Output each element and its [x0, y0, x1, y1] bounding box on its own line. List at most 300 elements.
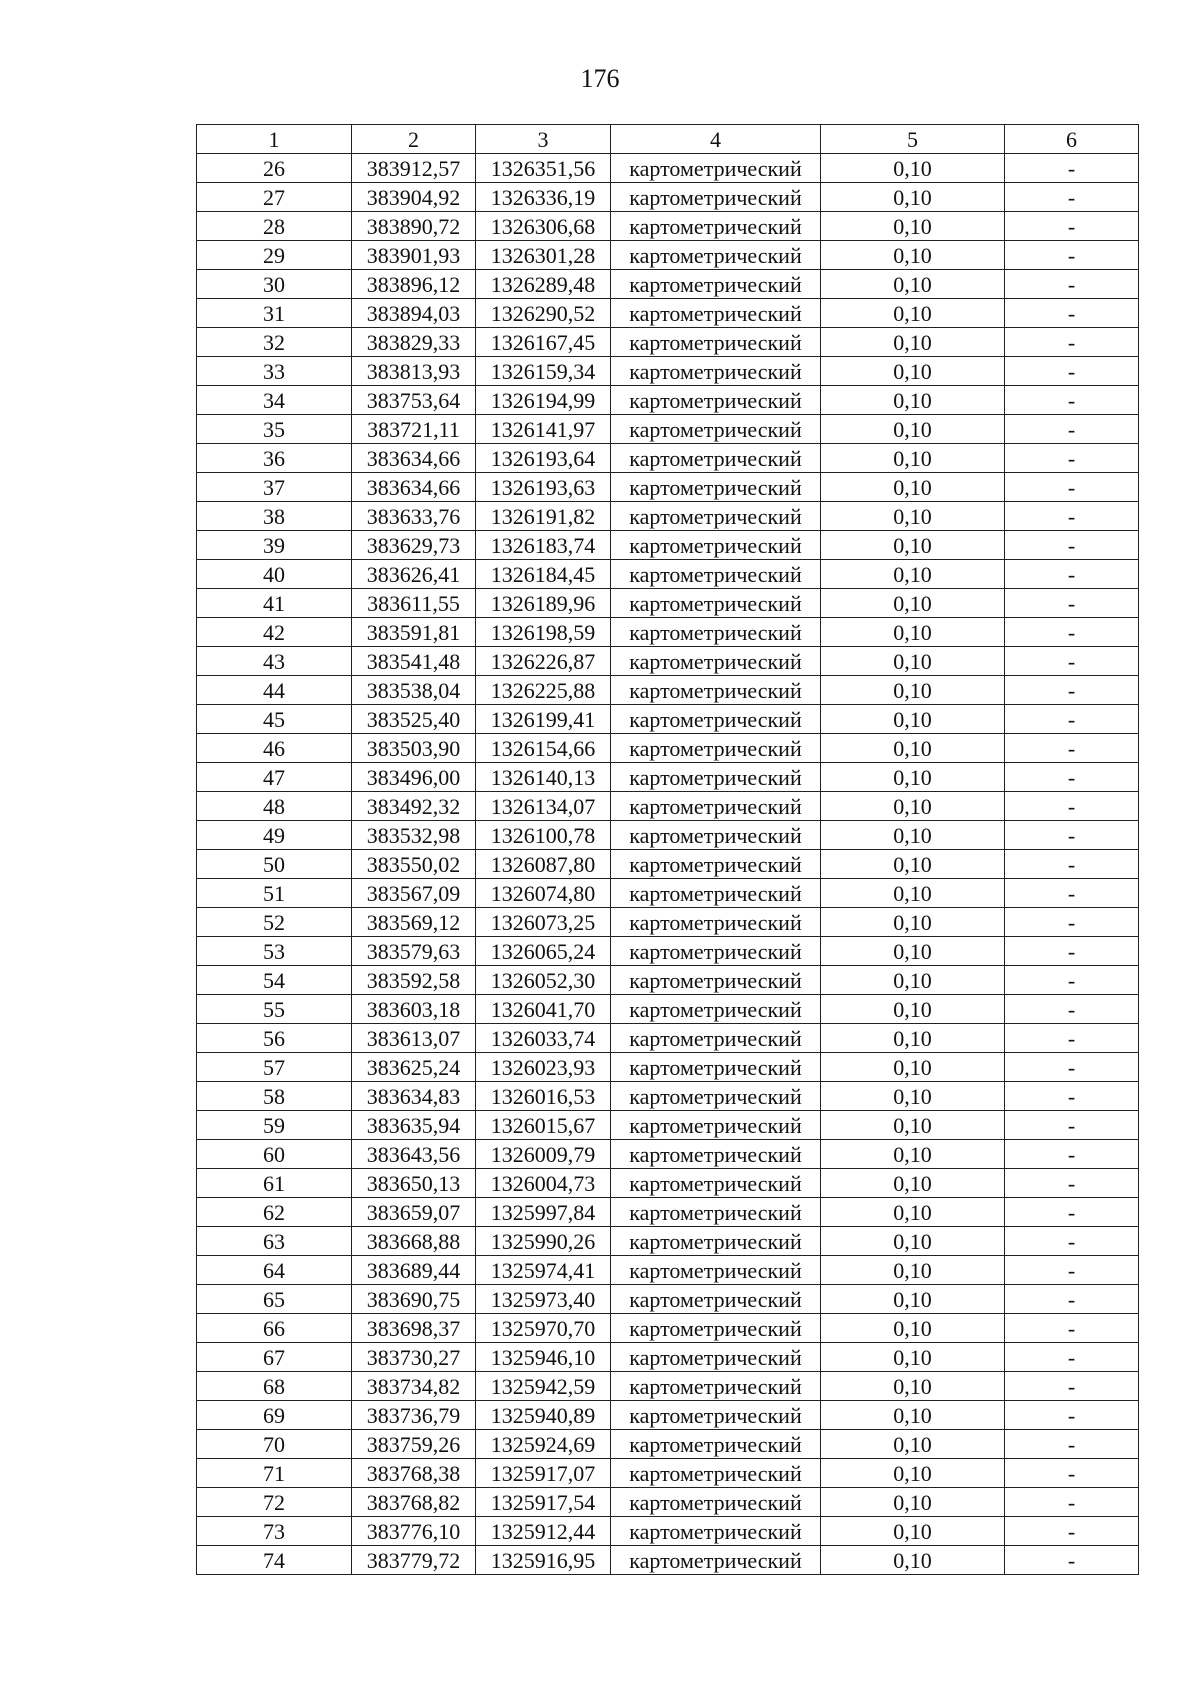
table-row	[197, 1140, 1139, 1169]
x-coordinate-cell: 383635,94	[352, 1111, 476, 1140]
point-number-cell: 40	[197, 560, 352, 589]
point-number-cell: 64	[197, 1256, 352, 1285]
note-cell: -	[1005, 1053, 1139, 1082]
x-coordinate-cell: 383626,41	[352, 560, 476, 589]
method-cell: картометрический	[611, 241, 821, 270]
table-body	[197, 154, 1139, 1575]
y-coordinate-cell: 1326191,82	[476, 502, 611, 531]
note-cell: -	[1005, 1024, 1139, 1053]
x-coordinate-cell: 383603,18	[352, 995, 476, 1024]
point-number-cell: 56	[197, 1024, 352, 1053]
header-cell-6: 6	[1005, 125, 1139, 154]
x-coordinate-cell: 383634,66	[352, 444, 476, 473]
accuracy-cell: 0,10	[821, 1053, 1005, 1082]
table-row	[197, 1111, 1139, 1140]
accuracy-cell: 0,10	[821, 357, 1005, 386]
note-cell: -	[1005, 676, 1139, 705]
y-coordinate-cell: 1326289,48	[476, 270, 611, 299]
method-cell: картометрический	[611, 1372, 821, 1401]
x-coordinate-cell: 383629,73	[352, 531, 476, 560]
y-coordinate-cell: 1325916,95	[476, 1546, 611, 1575]
x-coordinate-cell: 383591,81	[352, 618, 476, 647]
x-coordinate-cell: 383904,92	[352, 183, 476, 212]
y-coordinate-cell: 1326193,63	[476, 473, 611, 502]
y-coordinate-cell: 1325974,41	[476, 1256, 611, 1285]
point-number-cell: 44	[197, 676, 352, 705]
point-number-cell: 71	[197, 1459, 352, 1488]
point-number-cell: 37	[197, 473, 352, 502]
method-cell: картометрический	[611, 1401, 821, 1430]
accuracy-cell: 0,10	[821, 183, 1005, 212]
note-cell: -	[1005, 647, 1139, 676]
point-number-cell: 45	[197, 705, 352, 734]
note-cell: -	[1005, 1285, 1139, 1314]
point-number-cell: 57	[197, 1053, 352, 1082]
x-coordinate-cell: 383650,13	[352, 1169, 476, 1198]
table-row	[197, 1082, 1139, 1111]
table-row	[197, 734, 1139, 763]
point-number-cell: 70	[197, 1430, 352, 1459]
method-cell: картометрический	[611, 1314, 821, 1343]
point-number-cell: 51	[197, 879, 352, 908]
x-coordinate-cell: 383690,75	[352, 1285, 476, 1314]
note-cell: -	[1005, 444, 1139, 473]
point-number-cell: 33	[197, 357, 352, 386]
y-coordinate-cell: 1325946,10	[476, 1343, 611, 1372]
point-number-cell: 29	[197, 241, 352, 270]
accuracy-cell: 0,10	[821, 1227, 1005, 1256]
accuracy-cell: 0,10	[821, 763, 1005, 792]
note-cell: -	[1005, 415, 1139, 444]
accuracy-cell: 0,10	[821, 937, 1005, 966]
accuracy-cell: 0,10	[821, 299, 1005, 328]
table-row	[197, 183, 1139, 212]
x-coordinate-cell: 383734,82	[352, 1372, 476, 1401]
table-row	[197, 995, 1139, 1024]
y-coordinate-cell: 1326100,78	[476, 821, 611, 850]
table-row	[197, 1488, 1139, 1517]
table-row	[197, 1546, 1139, 1575]
note-cell: -	[1005, 1169, 1139, 1198]
note-cell: -	[1005, 270, 1139, 299]
point-number-cell: 36	[197, 444, 352, 473]
x-coordinate-cell: 383890,72	[352, 212, 476, 241]
accuracy-cell: 0,10	[821, 589, 1005, 618]
note-cell: -	[1005, 734, 1139, 763]
table-row	[197, 473, 1139, 502]
note-cell: -	[1005, 1111, 1139, 1140]
y-coordinate-cell: 1326301,28	[476, 241, 611, 270]
method-cell: картометрический	[611, 1082, 821, 1111]
accuracy-cell: 0,10	[821, 1082, 1005, 1111]
x-coordinate-cell: 383896,12	[352, 270, 476, 299]
accuracy-cell: 0,10	[821, 1314, 1005, 1343]
point-number-cell: 46	[197, 734, 352, 763]
table-row	[197, 792, 1139, 821]
accuracy-cell: 0,10	[821, 1517, 1005, 1546]
method-cell: картометрический	[611, 357, 821, 386]
y-coordinate-cell: 1326134,07	[476, 792, 611, 821]
point-number-cell: 32	[197, 328, 352, 357]
table-row	[197, 357, 1139, 386]
point-number-cell: 31	[197, 299, 352, 328]
point-number-cell: 68	[197, 1372, 352, 1401]
y-coordinate-cell: 1325970,70	[476, 1314, 611, 1343]
method-cell: картометрический	[611, 1111, 821, 1140]
method-cell: картометрический	[611, 879, 821, 908]
accuracy-cell: 0,10	[821, 531, 1005, 560]
note-cell: -	[1005, 821, 1139, 850]
point-number-cell: 34	[197, 386, 352, 415]
table-header	[197, 125, 1139, 154]
note-cell: -	[1005, 937, 1139, 966]
x-coordinate-cell: 383496,00	[352, 763, 476, 792]
x-coordinate-cell: 383492,32	[352, 792, 476, 821]
accuracy-cell: 0,10	[821, 473, 1005, 502]
y-coordinate-cell: 1326167,45	[476, 328, 611, 357]
table-row	[197, 966, 1139, 995]
y-coordinate-cell: 1325990,26	[476, 1227, 611, 1256]
x-coordinate-cell: 383659,07	[352, 1198, 476, 1227]
point-number-cell: 53	[197, 937, 352, 966]
accuracy-cell: 0,10	[821, 1256, 1005, 1285]
method-cell: картометрический	[611, 676, 821, 705]
table-row	[197, 154, 1139, 183]
point-number-cell: 30	[197, 270, 352, 299]
point-number-cell: 55	[197, 995, 352, 1024]
accuracy-cell: 0,10	[821, 1285, 1005, 1314]
table-row	[197, 415, 1139, 444]
point-number-cell: 72	[197, 1488, 352, 1517]
x-coordinate-cell: 383698,37	[352, 1314, 476, 1343]
y-coordinate-cell: 1326023,93	[476, 1053, 611, 1082]
header-cell-2: 2	[352, 125, 476, 154]
x-coordinate-cell: 383829,33	[352, 328, 476, 357]
table-row	[197, 879, 1139, 908]
x-coordinate-cell: 383779,72	[352, 1546, 476, 1575]
point-number-cell: 28	[197, 212, 352, 241]
table-row	[197, 705, 1139, 734]
y-coordinate-cell: 1325912,44	[476, 1517, 611, 1546]
accuracy-cell: 0,10	[821, 270, 1005, 299]
point-number-cell: 35	[197, 415, 352, 444]
table-row	[197, 589, 1139, 618]
accuracy-cell: 0,10	[821, 241, 1005, 270]
table-row	[197, 270, 1139, 299]
table-row	[197, 328, 1139, 357]
y-coordinate-cell: 1326041,70	[476, 995, 611, 1024]
accuracy-cell: 0,10	[821, 444, 1005, 473]
note-cell: -	[1005, 1343, 1139, 1372]
table-row	[197, 1198, 1139, 1227]
note-cell: -	[1005, 328, 1139, 357]
note-cell: -	[1005, 212, 1139, 241]
table-row	[197, 1372, 1139, 1401]
y-coordinate-cell: 1326009,79	[476, 1140, 611, 1169]
y-coordinate-cell: 1326184,45	[476, 560, 611, 589]
y-coordinate-cell: 1326073,25	[476, 908, 611, 937]
note-cell: -	[1005, 560, 1139, 589]
note-cell: -	[1005, 705, 1139, 734]
y-coordinate-cell: 1325940,89	[476, 1401, 611, 1430]
y-coordinate-cell: 1326052,30	[476, 966, 611, 995]
table-row	[197, 1024, 1139, 1053]
table-row	[197, 502, 1139, 531]
x-coordinate-cell: 383768,82	[352, 1488, 476, 1517]
method-cell: картометрический	[611, 647, 821, 676]
method-cell: картометрический	[611, 763, 821, 792]
x-coordinate-cell: 383579,63	[352, 937, 476, 966]
x-coordinate-cell: 383813,93	[352, 357, 476, 386]
accuracy-cell: 0,10	[821, 1111, 1005, 1140]
y-coordinate-cell: 1326015,67	[476, 1111, 611, 1140]
method-cell: картометрический	[611, 1140, 821, 1169]
accuracy-cell: 0,10	[821, 647, 1005, 676]
y-coordinate-cell: 1326351,56	[476, 154, 611, 183]
table-row	[197, 763, 1139, 792]
note-cell: -	[1005, 1488, 1139, 1517]
method-cell: картометрический	[611, 560, 821, 589]
table-row	[197, 531, 1139, 560]
note-cell: -	[1005, 473, 1139, 502]
table-row	[197, 1430, 1139, 1459]
x-coordinate-cell: 383730,27	[352, 1343, 476, 1372]
x-coordinate-cell: 383634,66	[352, 473, 476, 502]
point-number-cell: 73	[197, 1517, 352, 1546]
method-cell: картометрический	[611, 850, 821, 879]
accuracy-cell: 0,10	[821, 1401, 1005, 1430]
point-number-cell: 52	[197, 908, 352, 937]
accuracy-cell: 0,10	[821, 1430, 1005, 1459]
point-number-cell: 47	[197, 763, 352, 792]
method-cell: картометрический	[611, 618, 821, 647]
x-coordinate-cell: 383567,09	[352, 879, 476, 908]
point-number-cell: 38	[197, 502, 352, 531]
note-cell: -	[1005, 966, 1139, 995]
table-row	[197, 1401, 1139, 1430]
y-coordinate-cell: 1326154,66	[476, 734, 611, 763]
y-coordinate-cell: 1326189,96	[476, 589, 611, 618]
method-cell: картометрический	[611, 589, 821, 618]
accuracy-cell: 0,10	[821, 1488, 1005, 1517]
method-cell: картометрический	[611, 1546, 821, 1575]
note-cell: -	[1005, 502, 1139, 531]
y-coordinate-cell: 1325997,84	[476, 1198, 611, 1227]
y-coordinate-cell: 1325942,59	[476, 1372, 611, 1401]
accuracy-cell: 0,10	[821, 560, 1005, 589]
x-coordinate-cell: 383759,26	[352, 1430, 476, 1459]
accuracy-cell: 0,10	[821, 995, 1005, 1024]
y-coordinate-cell: 1326074,80	[476, 879, 611, 908]
y-coordinate-cell: 1326306,68	[476, 212, 611, 241]
method-cell: картометрический	[611, 705, 821, 734]
method-cell: картометрический	[611, 299, 821, 328]
x-coordinate-cell: 383633,76	[352, 502, 476, 531]
method-cell: картометрический	[611, 415, 821, 444]
table-row	[197, 1256, 1139, 1285]
header-row	[197, 125, 1139, 154]
table-row	[197, 212, 1139, 241]
header-cell-5: 5	[821, 125, 1005, 154]
accuracy-cell: 0,10	[821, 212, 1005, 241]
table-row	[197, 937, 1139, 966]
point-number-cell: 58	[197, 1082, 352, 1111]
accuracy-cell: 0,10	[821, 618, 1005, 647]
y-coordinate-cell: 1325917,54	[476, 1488, 611, 1517]
method-cell: картометрический	[611, 502, 821, 531]
page-number: 176	[580, 64, 620, 93]
note-cell: -	[1005, 1459, 1139, 1488]
point-number-cell: 41	[197, 589, 352, 618]
x-coordinate-cell: 383736,79	[352, 1401, 476, 1430]
y-coordinate-cell: 1326290,52	[476, 299, 611, 328]
accuracy-cell: 0,10	[821, 1459, 1005, 1488]
method-cell: картометрический	[611, 821, 821, 850]
x-coordinate-cell: 383721,11	[352, 415, 476, 444]
x-coordinate-cell: 383613,07	[352, 1024, 476, 1053]
accuracy-cell: 0,10	[821, 328, 1005, 357]
accuracy-cell: 0,10	[821, 850, 1005, 879]
point-number-cell: 59	[197, 1111, 352, 1140]
method-cell: картометрический	[611, 183, 821, 212]
point-number-cell: 49	[197, 821, 352, 850]
y-coordinate-cell: 1326140,13	[476, 763, 611, 792]
y-coordinate-cell: 1326183,74	[476, 531, 611, 560]
table-row	[197, 299, 1139, 328]
note-cell: -	[1005, 154, 1139, 183]
note-cell: -	[1005, 1140, 1139, 1169]
x-coordinate-cell: 383592,58	[352, 966, 476, 995]
y-coordinate-cell: 1325973,40	[476, 1285, 611, 1314]
x-coordinate-cell: 383901,93	[352, 241, 476, 270]
point-number-cell: 39	[197, 531, 352, 560]
x-coordinate-cell: 383912,57	[352, 154, 476, 183]
method-cell: картометрический	[611, 212, 821, 241]
point-number-cell: 42	[197, 618, 352, 647]
header-cell-4: 4	[611, 125, 821, 154]
point-number-cell: 27	[197, 183, 352, 212]
table-row	[197, 908, 1139, 937]
note-cell: -	[1005, 1082, 1139, 1111]
method-cell: картометрический	[611, 444, 821, 473]
method-cell: картометрический	[611, 1053, 821, 1082]
table-row	[197, 444, 1139, 473]
y-coordinate-cell: 1326336,19	[476, 183, 611, 212]
point-number-cell: 67	[197, 1343, 352, 1372]
table-row	[197, 821, 1139, 850]
method-cell: картометрический	[611, 1256, 821, 1285]
accuracy-cell: 0,10	[821, 734, 1005, 763]
accuracy-cell: 0,10	[821, 502, 1005, 531]
method-cell: картометрический	[611, 1488, 821, 1517]
y-coordinate-cell: 1326141,97	[476, 415, 611, 444]
method-cell: картометрический	[611, 154, 821, 183]
x-coordinate-cell: 383894,03	[352, 299, 476, 328]
x-coordinate-cell: 383611,55	[352, 589, 476, 618]
note-cell: -	[1005, 792, 1139, 821]
coordinates-table-container	[196, 124, 1138, 1575]
note-cell: -	[1005, 386, 1139, 415]
method-cell: картометрический	[611, 1459, 821, 1488]
accuracy-cell: 0,10	[821, 386, 1005, 415]
method-cell: картометрический	[611, 1430, 821, 1459]
point-number-cell: 69	[197, 1401, 352, 1430]
note-cell: -	[1005, 879, 1139, 908]
x-coordinate-cell: 383689,44	[352, 1256, 476, 1285]
table-row	[197, 618, 1139, 647]
note-cell: -	[1005, 299, 1139, 328]
y-coordinate-cell: 1326065,24	[476, 937, 611, 966]
y-coordinate-cell: 1325917,07	[476, 1459, 611, 1488]
x-coordinate-cell: 383538,04	[352, 676, 476, 705]
note-cell: -	[1005, 589, 1139, 618]
table-row	[197, 1285, 1139, 1314]
table-row	[197, 1517, 1139, 1546]
accuracy-cell: 0,10	[821, 1024, 1005, 1053]
x-coordinate-cell: 383625,24	[352, 1053, 476, 1082]
point-number-cell: 50	[197, 850, 352, 879]
point-number-cell: 43	[197, 647, 352, 676]
point-number-cell: 63	[197, 1227, 352, 1256]
point-number-cell: 48	[197, 792, 352, 821]
point-number-cell: 62	[197, 1198, 352, 1227]
table-row	[197, 386, 1139, 415]
note-cell: -	[1005, 1430, 1139, 1459]
accuracy-cell: 0,10	[821, 1140, 1005, 1169]
y-coordinate-cell: 1326033,74	[476, 1024, 611, 1053]
method-cell: картометрический	[611, 792, 821, 821]
table-row	[197, 1227, 1139, 1256]
accuracy-cell: 0,10	[821, 415, 1005, 444]
accuracy-cell: 0,10	[821, 821, 1005, 850]
point-number-cell: 61	[197, 1169, 352, 1198]
note-cell: -	[1005, 1314, 1139, 1343]
accuracy-cell: 0,10	[821, 966, 1005, 995]
method-cell: картометрический	[611, 386, 821, 415]
method-cell: картометрический	[611, 1227, 821, 1256]
coordinates-table	[196, 124, 1139, 1575]
method-cell: картометрический	[611, 270, 821, 299]
method-cell: картометрический	[611, 328, 821, 357]
point-number-cell: 74	[197, 1546, 352, 1575]
x-coordinate-cell: 383768,38	[352, 1459, 476, 1488]
method-cell: картометрический	[611, 473, 821, 502]
table-row	[197, 560, 1139, 589]
header-cell-1: 1	[197, 125, 352, 154]
method-cell: картометрический	[611, 531, 821, 560]
y-coordinate-cell: 1326225,88	[476, 676, 611, 705]
x-coordinate-cell: 383668,88	[352, 1227, 476, 1256]
table-row	[197, 1343, 1139, 1372]
note-cell: -	[1005, 1517, 1139, 1546]
accuracy-cell: 0,10	[821, 908, 1005, 937]
y-coordinate-cell: 1326159,34	[476, 357, 611, 386]
table-row	[197, 1169, 1139, 1198]
x-coordinate-cell: 383541,48	[352, 647, 476, 676]
y-coordinate-cell: 1326193,64	[476, 444, 611, 473]
method-cell: картометрический	[611, 966, 821, 995]
table-row	[197, 850, 1139, 879]
point-number-cell: 66	[197, 1314, 352, 1343]
point-number-cell: 54	[197, 966, 352, 995]
note-cell: -	[1005, 618, 1139, 647]
note-cell: -	[1005, 531, 1139, 560]
x-coordinate-cell: 383569,12	[352, 908, 476, 937]
point-number-cell: 65	[197, 1285, 352, 1314]
table-row	[197, 647, 1139, 676]
point-number-cell: 60	[197, 1140, 352, 1169]
accuracy-cell: 0,10	[821, 1343, 1005, 1372]
